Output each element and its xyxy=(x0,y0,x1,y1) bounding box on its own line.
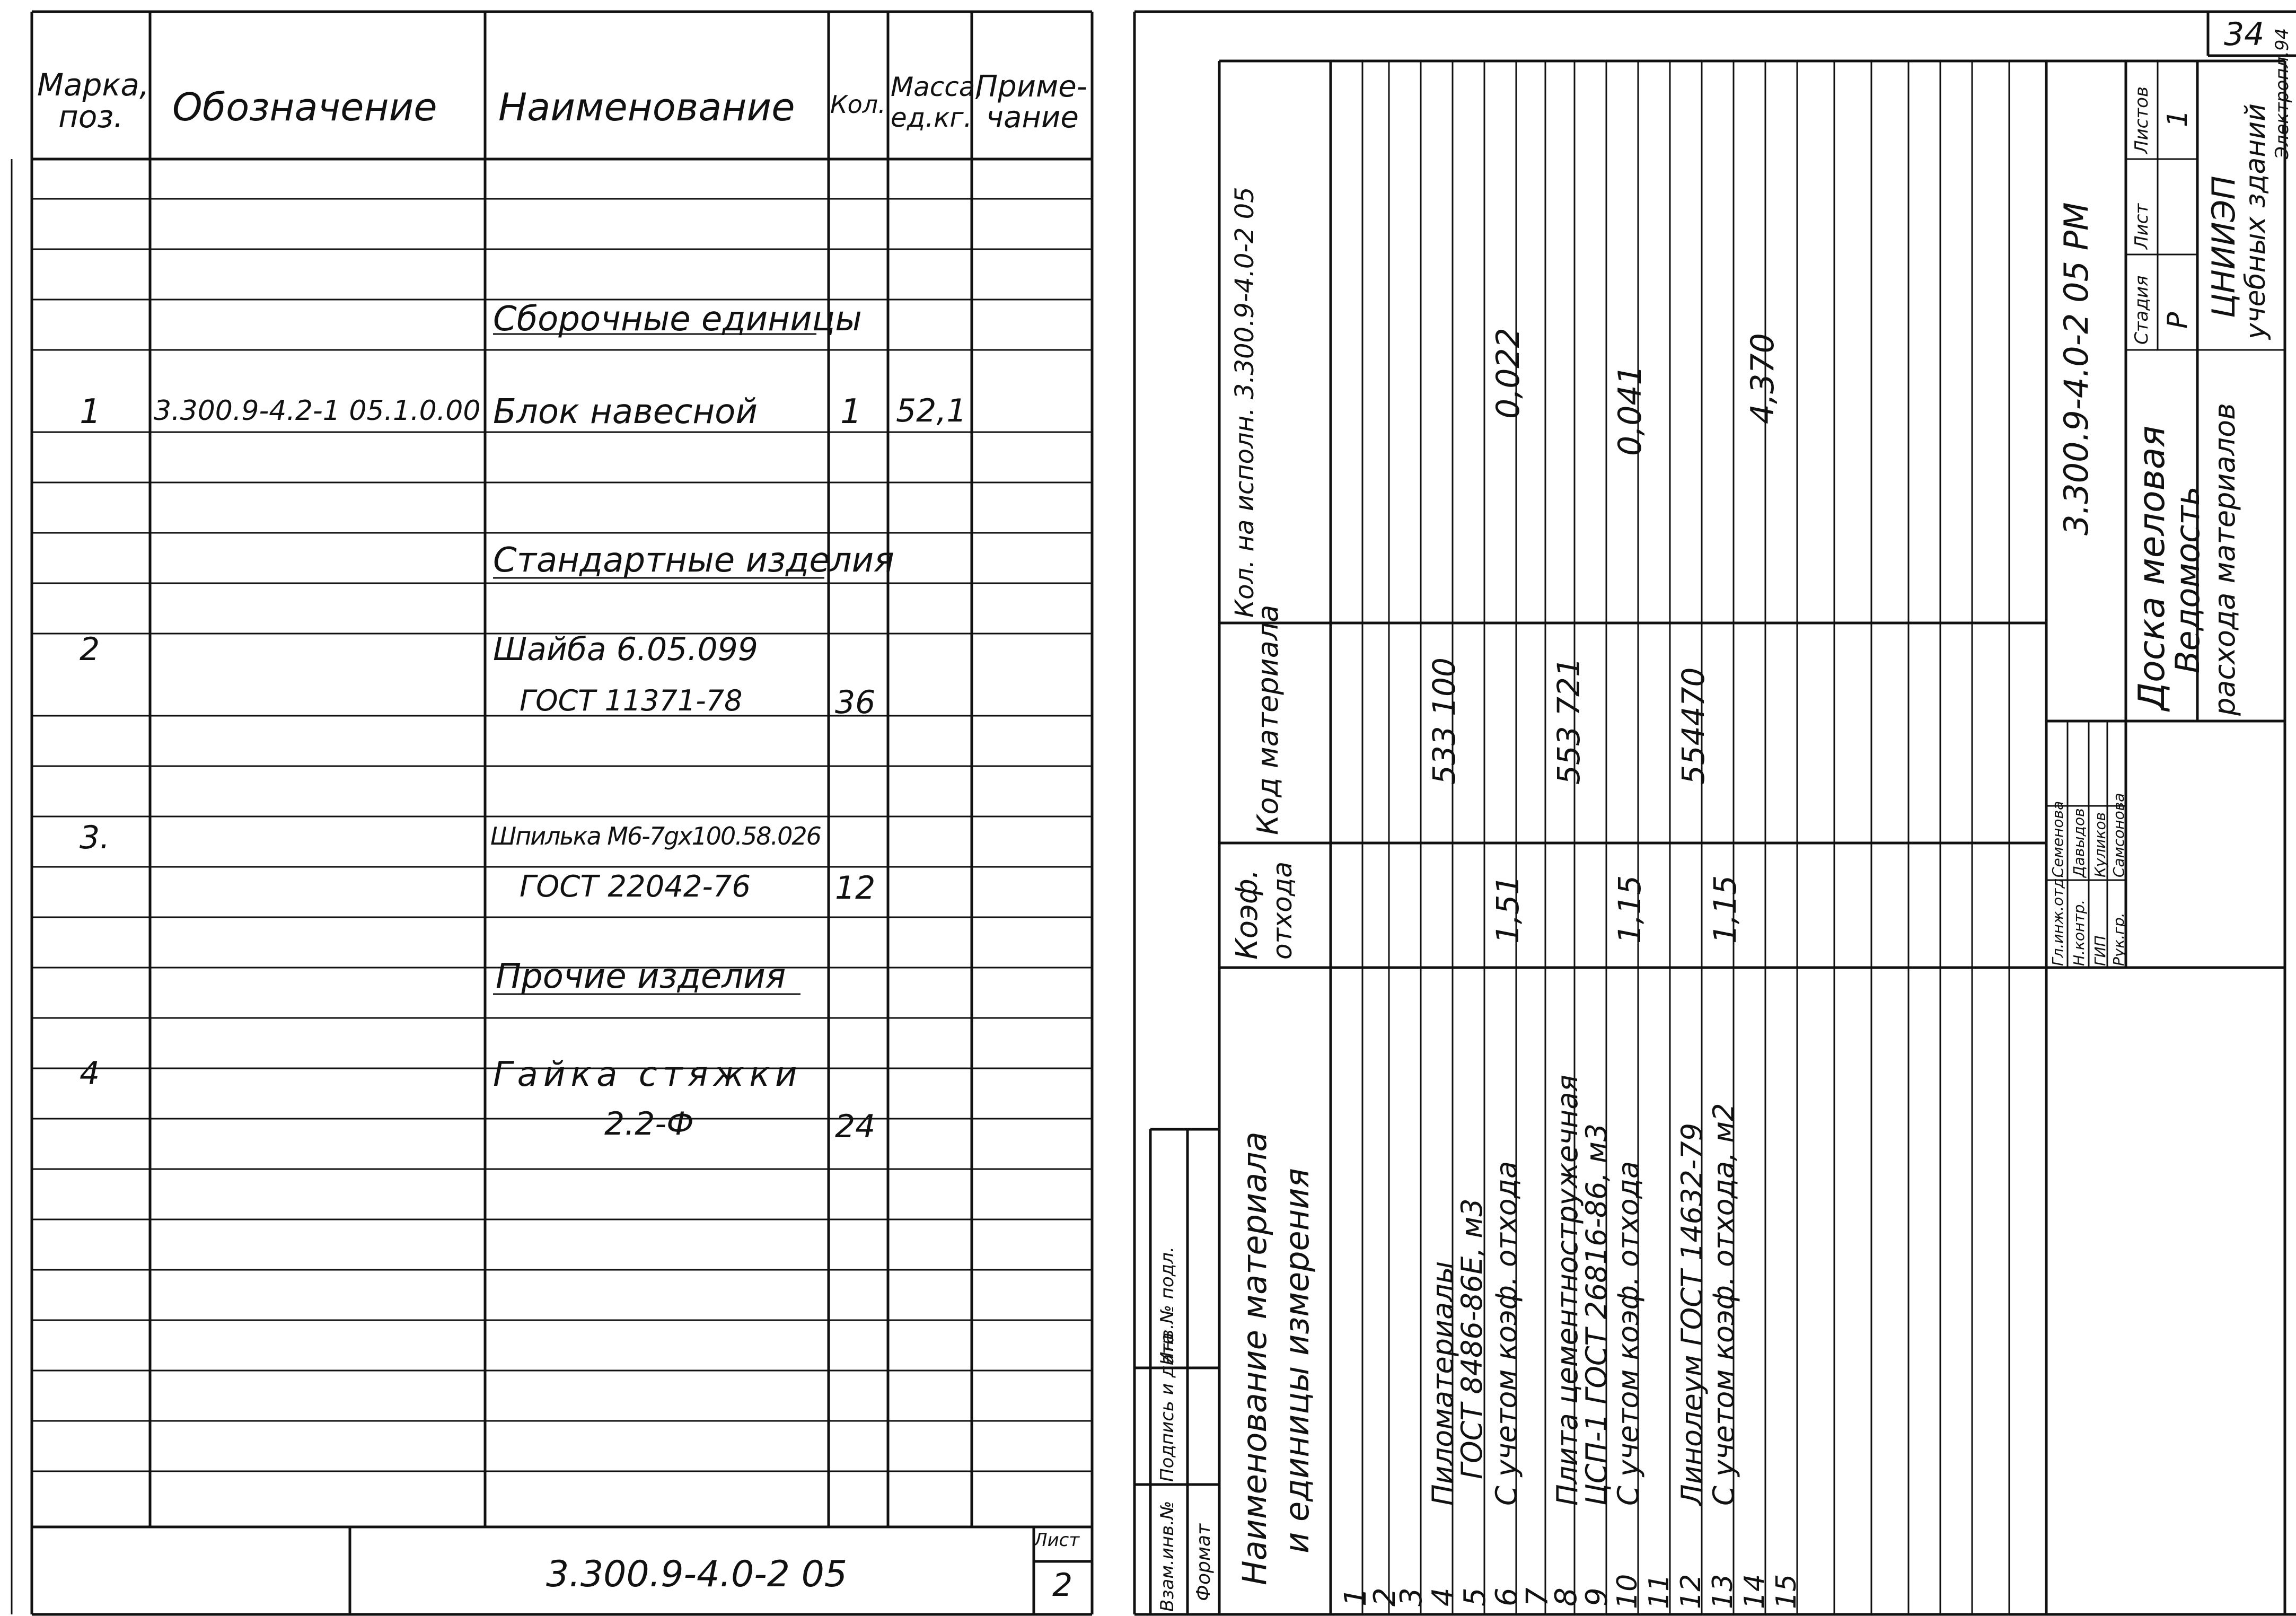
row-name: С учетом коэф. отхода xyxy=(1612,1161,1645,1506)
header-designation: Обозначение xyxy=(172,85,437,129)
row-name: ГОСТ 22042-76 xyxy=(520,870,751,904)
person: Самсонова xyxy=(2110,793,2127,877)
row-number: 8 xyxy=(1549,1587,1584,1606)
row-name: Блок навесной xyxy=(493,392,758,432)
row-number: 13 xyxy=(1707,1574,1739,1609)
strip-replace: Взам.инв.№ xyxy=(1157,1500,1178,1612)
footer-doc-code: 3.300.9-4.0-2 05 xyxy=(546,1553,848,1595)
header-note-line1: Приме- xyxy=(975,69,1087,104)
person: Давыдов xyxy=(2070,808,2088,877)
row-name: Гайка стяжки xyxy=(493,1055,803,1094)
role: Рук.гр. xyxy=(2110,912,2127,966)
header-name: Наименование xyxy=(498,85,795,129)
row-number: 10 xyxy=(1612,1574,1643,1609)
format-label: Формат xyxy=(1193,1523,1215,1601)
row-qty: 1 xyxy=(840,392,862,432)
person: Семенова xyxy=(2049,801,2066,877)
code-value: 554470 xyxy=(1675,667,1711,785)
row-mark: 3. xyxy=(80,819,110,856)
row-number: 7 xyxy=(1520,1587,1555,1606)
row-name: 2.2-Ф xyxy=(604,1105,694,1143)
row-name: С учетом коэф. отхода, м2 xyxy=(1707,1103,1740,1506)
row-qty: 24 xyxy=(835,1108,876,1145)
title-line-3: расхода материалов xyxy=(2208,403,2241,716)
code-value: 533 100 xyxy=(1426,657,1462,785)
header-note xyxy=(975,69,1087,135)
row-number: 14 xyxy=(1739,1574,1771,1609)
header-mass-line1: Масса, xyxy=(891,72,984,102)
footer-sheet-number: 2 xyxy=(1052,1567,1073,1604)
role: Н.контр. xyxy=(2070,899,2088,966)
header-mark-line1: Марка, xyxy=(37,67,149,103)
qty-value: 0,041 xyxy=(1612,365,1649,456)
row-mark: 4 xyxy=(80,1055,100,1092)
qty-value: 0,022 xyxy=(1490,328,1527,419)
header-note-line2: чание xyxy=(986,100,1079,135)
row-name: Линолеум ГОСТ 14632-79 xyxy=(1675,1122,1709,1506)
org-name-2: учебных зданий xyxy=(2240,103,2272,339)
row-name: Шайба 6.05.099 xyxy=(493,631,758,668)
row-number: 12 xyxy=(1675,1574,1707,1609)
row-number: 4 xyxy=(1426,1587,1461,1606)
col-header-coef-2: отхода xyxy=(1267,861,1298,960)
row-name: ГОСТ 8486-86Е, м3 xyxy=(1455,1198,1489,1479)
stage-label: Стадия xyxy=(2131,275,2152,345)
title-line-1: Доска меловая xyxy=(2131,425,2173,710)
footer-sheet-label: Лист xyxy=(1034,1530,1080,1551)
col-header-coef: Коэф. xyxy=(1230,869,1264,960)
coef-value: 1,15 xyxy=(1707,875,1743,944)
row-number: 2 xyxy=(1368,1587,1402,1606)
bottom-note: Электропл.94 xyxy=(2272,28,2293,159)
row-number: 3 xyxy=(1394,1587,1429,1606)
row-mark: 2 xyxy=(80,631,100,668)
role: ГИП xyxy=(2091,935,2109,966)
header-mark xyxy=(37,69,149,133)
sheets-label: Листов xyxy=(2131,86,2152,154)
row-name: ЦСП-1 ГОСТ 26816-86, м3 xyxy=(1580,1123,1613,1506)
col-header-code: Код материала xyxy=(1251,604,1285,835)
row-name: Плита цементностружечная xyxy=(1551,1074,1584,1506)
row-mark: 1 xyxy=(80,392,101,432)
page-number: 34 xyxy=(2224,16,2265,53)
sheet-label: Лист xyxy=(2131,203,2152,249)
row-name: Прочие изделия xyxy=(496,957,786,996)
row-mass: 52,1 xyxy=(896,392,967,429)
row-number: 6 xyxy=(1490,1587,1524,1606)
row-name: Сборочные единицы xyxy=(493,300,862,339)
row-designation: 3.300.9-4.2-1 05.1.0.00 xyxy=(154,395,481,427)
row-name: Пиломатериалы xyxy=(1426,1261,1459,1506)
row-number: 9 xyxy=(1580,1587,1614,1606)
row-name: С учетом коэф. отхода xyxy=(1490,1161,1523,1506)
coef-value: 1,51 xyxy=(1490,875,1526,944)
row-name: Стандартные изделия xyxy=(493,541,894,580)
sheets-value: 1 xyxy=(2162,109,2194,127)
header-mass-line2: ед.кг. xyxy=(891,102,972,133)
coef-value: 1,15 xyxy=(1612,875,1648,944)
role: Гл.инж.отд. xyxy=(2049,873,2066,966)
row-number: 1 xyxy=(1339,1587,1373,1606)
qty-value: 4,370 xyxy=(1744,333,1781,424)
header-mark-line2: поз. xyxy=(58,99,124,135)
title-doc-code: 3.300.9-4.0-2 05 РМ xyxy=(2057,202,2096,535)
strip-signature: Подпись и дата xyxy=(1157,1332,1178,1482)
org-name-1: ЦНИИЭП xyxy=(2205,175,2242,318)
col-header-name-2: и единицы измерения xyxy=(1278,1168,1316,1553)
person: Куликов xyxy=(2091,812,2109,877)
row-number: 15 xyxy=(1771,1574,1802,1609)
stage-value: Р xyxy=(2162,312,2194,329)
title-line-2: Ведомость xyxy=(2168,486,2207,673)
row-name: ГОСТ 11371-78 xyxy=(520,684,743,717)
row-name: Шпилька М6-7gх100.58.026 xyxy=(490,822,821,850)
col-header-name: Наименование материала xyxy=(1235,1131,1274,1585)
row-number: 5 xyxy=(1458,1587,1492,1606)
code-value: 553 721 xyxy=(1551,657,1587,785)
row-qty: 12 xyxy=(835,870,876,907)
header-qty: Кол. xyxy=(830,90,886,119)
header-mass xyxy=(891,72,983,133)
strip-inv: Инв.№ подл. xyxy=(1157,1246,1178,1365)
row-number: 11 xyxy=(1643,1574,1675,1609)
col-header-qty: Кол. на исполн. 3.300.9-4.0-2 05 xyxy=(1230,187,1260,618)
row-qty: 36 xyxy=(835,684,876,721)
